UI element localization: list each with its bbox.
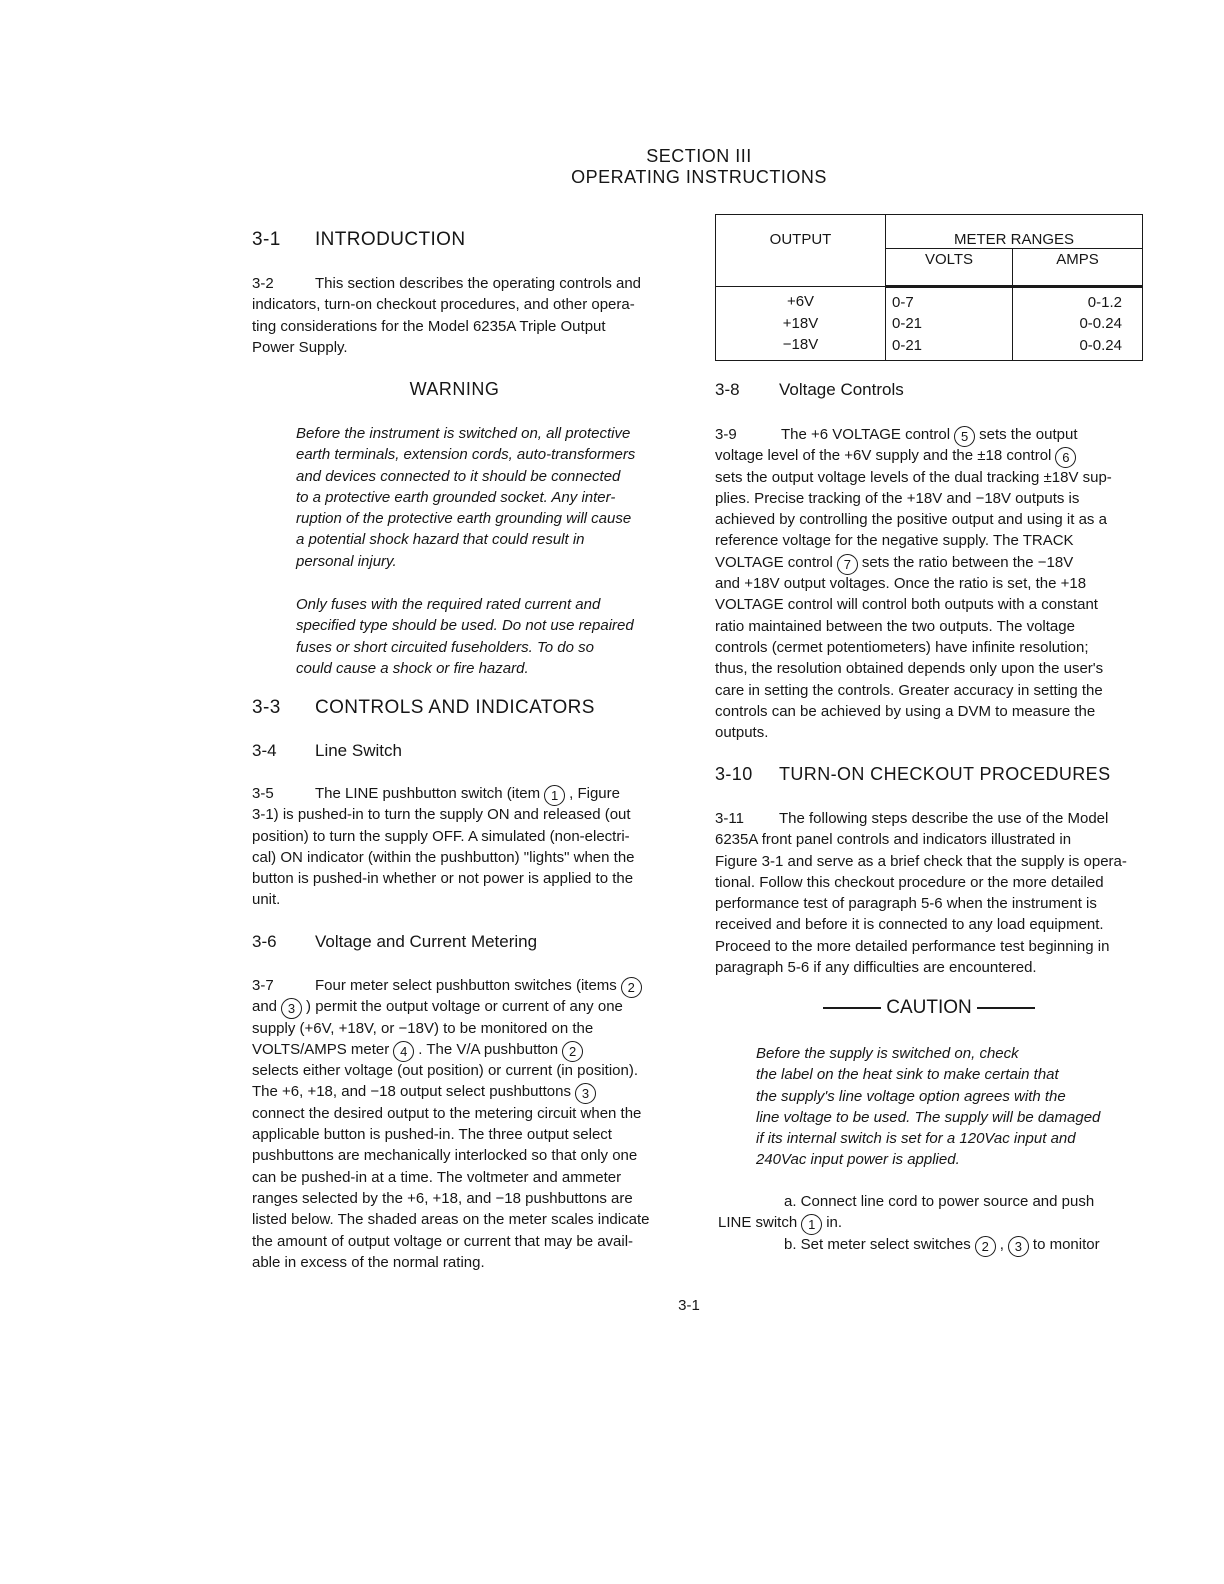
text-line: to a protective earth grounded socket. Any inter- bbox=[296, 488, 616, 506]
rule-left bbox=[823, 1007, 881, 1009]
text-segment: voltage level of the +6V supply and the ±18 control bbox=[715, 447, 1052, 465]
table-cell: 0-0.24 bbox=[1079, 315, 1122, 333]
text-line: 6235A front panel controls and indicators illustrated in bbox=[715, 831, 1072, 849]
text-segment: sets the ratio between the −18V bbox=[861, 553, 1074, 571]
paragraph-3-2 bbox=[252, 273, 692, 358]
heading-introduction bbox=[252, 229, 672, 253]
text-line: 240Vac input power is applied. bbox=[756, 1151, 960, 1169]
section-title: OPERATING INSTRUCTIONS bbox=[571, 167, 827, 187]
heading-voltage-controls bbox=[715, 380, 1135, 402]
text-segment: VOLTS/AMPS meter bbox=[252, 1040, 390, 1058]
callout-1-icon: 1 bbox=[544, 785, 565, 806]
text-segment: sets the output bbox=[979, 426, 1078, 443]
text-segment: , Figure bbox=[569, 785, 620, 802]
text-line: sets the output voltage levels of the dual tracking ±18V sup- bbox=[715, 468, 1112, 486]
callout-2-icon: 2 bbox=[621, 977, 642, 998]
warning-title: WARNING bbox=[409, 379, 500, 399]
heading-text: CONTROLS AND INDICATORS bbox=[315, 697, 595, 718]
paragraph-3-7 bbox=[252, 975, 692, 1273]
callout-1-icon: 1 bbox=[801, 1214, 822, 1235]
text-line: earth terminals, extension cords, auto-transformers bbox=[296, 446, 636, 464]
text-line: ting considerations for the Model 6235A Triple Output bbox=[252, 317, 606, 335]
table-cell: +18V bbox=[782, 314, 819, 332]
callout-3-icon: 3 bbox=[575, 1083, 596, 1104]
text-line: outputs. bbox=[715, 724, 769, 742]
text-segment: The following steps describe the use of the Model bbox=[779, 810, 1109, 827]
text-line: Before the instrument is switched on, all protective bbox=[296, 425, 631, 442]
text-segment: to monitor bbox=[1032, 1235, 1100, 1253]
heading-text: TURN-ON CHECKOUT PROCEDURES bbox=[779, 764, 1111, 784]
text-segment: VOLTAGE control bbox=[715, 553, 833, 571]
paragraph-number: 3-11 bbox=[715, 810, 744, 827]
text-line: received and before it is connected to any load equipment. bbox=[715, 916, 1104, 934]
paragraph-3-9 bbox=[715, 424, 1165, 743]
text-line: supply (+6V, +18V, or −18V) to be monitored on the bbox=[252, 1019, 594, 1037]
text-line: Before the supply is switched on, check bbox=[756, 1045, 1019, 1062]
callout-5-icon: 5 bbox=[954, 426, 975, 447]
warning-paragraph-1 bbox=[296, 423, 696, 572]
text-segment: Four meter select pushbutton switches (items bbox=[315, 977, 617, 994]
text-line: ratio maintained between the two outputs. The voltage bbox=[715, 617, 1075, 635]
paragraph-number: 3-7 bbox=[252, 977, 274, 994]
text-line: indicators, turn-on checkout procedures, and other opera- bbox=[252, 296, 635, 314]
caution-title: CAUTION bbox=[886, 997, 972, 1018]
callout-2-icon: 2 bbox=[975, 1236, 996, 1257]
text-line: listed below. The shaded areas on the meter scales indicate bbox=[252, 1211, 650, 1229]
text-line: if its internal switch is set for a 120Vac input and bbox=[756, 1130, 1076, 1148]
text-segment: in. bbox=[826, 1214, 843, 1232]
table-cell: 0-21 bbox=[892, 336, 923, 354]
text-line: thus, the resolution obtained depends only upon the user's bbox=[715, 660, 1104, 678]
text-line: fuses or short circuited fuseholders. To do so bbox=[296, 638, 594, 656]
text-line: unit. bbox=[252, 891, 281, 909]
caution-header bbox=[715, 997, 1143, 1019]
heading-metering bbox=[252, 932, 672, 954]
text-segment: The LINE pushbutton switch (item bbox=[315, 785, 541, 802]
callout-2-icon: 2 bbox=[562, 1041, 583, 1062]
text-line: applicable button is pushed-in. The three output select bbox=[252, 1126, 612, 1144]
text-segment: b. Set meter select switches bbox=[784, 1235, 971, 1253]
table-column-amps bbox=[1013, 287, 1143, 361]
table-column-output bbox=[716, 287, 886, 361]
text-line: Proceed to the more detailed performance test beginning in bbox=[715, 937, 1110, 955]
paragraph-number: 3-9 bbox=[715, 426, 737, 443]
table-cell: 0-21 bbox=[892, 315, 923, 333]
callout-3-icon: 3 bbox=[281, 998, 302, 1019]
text-segment: ) permit the output voltage or current of any one bbox=[306, 998, 623, 1016]
checkout-steps bbox=[718, 1191, 1168, 1255]
text-line: and +18V output voltages. Once the ratio is set, the +18 bbox=[715, 575, 1087, 593]
text-line: controls (cermet potentiometers) have infinite resolution; bbox=[715, 638, 1089, 656]
callout-4-icon: 4 bbox=[393, 1041, 414, 1062]
text-line: can be pushed-in at a time. The voltmeter and ammeter bbox=[252, 1168, 622, 1186]
text-line: ranges selected by the +6, +18, and −18 pushbuttons are bbox=[252, 1189, 633, 1207]
table-cell: 0-1.2 bbox=[1087, 293, 1122, 311]
heading-number: 3-6 bbox=[252, 932, 277, 951]
text-line: a potential shock hazard that could result in bbox=[296, 531, 585, 549]
text-segment: and bbox=[252, 998, 278, 1016]
heading-number: 3-8 bbox=[715, 380, 740, 399]
paragraph-3-11 bbox=[715, 808, 1165, 978]
table-cell: +6V bbox=[786, 293, 815, 311]
text-line: personal injury. bbox=[296, 552, 397, 570]
table-cell: 0-0.24 bbox=[1079, 336, 1122, 354]
heading-text: Voltage Controls bbox=[779, 380, 904, 399]
text-line: paragraph 5-6 if any difficulties are encountered. bbox=[715, 959, 1037, 977]
text-line: button is pushed-in whether or not power is applied to the bbox=[252, 870, 634, 888]
callout-3-icon: 3 bbox=[1008, 1236, 1029, 1257]
text-line: 3-1) is pushed-in to turn the supply ON and released (out bbox=[252, 806, 631, 824]
heading-number: 3-1 bbox=[252, 229, 281, 250]
text-line: tional. Follow this checkout procedure or the more detailed bbox=[715, 873, 1104, 891]
heading-text: Line Switch bbox=[315, 741, 402, 760]
text-line: controls can be achieved by using a DVM to measure the bbox=[715, 702, 1096, 720]
text-line: achieved by controlling the positive output and using it as a bbox=[715, 511, 1107, 529]
heading-number: 3-4 bbox=[252, 741, 277, 760]
step-a-line: a. Connect line cord to power source and push bbox=[784, 1193, 1095, 1210]
heading-turn-on-checkout bbox=[715, 764, 1155, 788]
text-line: performance test of paragraph 5-6 when the instrument is bbox=[715, 895, 1097, 913]
text-line: specified type should be used. Do not use repaired bbox=[296, 617, 634, 635]
table-header-amps: AMPS bbox=[1013, 249, 1143, 287]
heading-text: INTRODUCTION bbox=[315, 229, 466, 250]
meter-ranges-table bbox=[715, 214, 1143, 361]
text-segment: LINE switch bbox=[718, 1214, 798, 1232]
table-header-meter-ranges: METER RANGES bbox=[886, 215, 1143, 249]
table-cell: −18V bbox=[782, 336, 819, 354]
callout-7-icon: 7 bbox=[837, 554, 858, 575]
heading-controls-indicators bbox=[252, 697, 672, 721]
heading-number: 3-3 bbox=[252, 697, 281, 718]
text-line: the amount of output voltage or current that may be avail- bbox=[252, 1232, 634, 1250]
table-column-volts bbox=[886, 287, 1013, 361]
section-number: SECTION III bbox=[646, 146, 752, 166]
page-number: 3-1 bbox=[678, 1297, 700, 1314]
text-line: and devices connected to it should be connected bbox=[296, 467, 621, 485]
text-line: selects either voltage (out position) or current (in position). bbox=[252, 1062, 639, 1080]
text-line: line voltage to be used. The supply will be damaged bbox=[756, 1108, 1101, 1126]
heading-number: 3-10 bbox=[715, 764, 753, 784]
text-line: the supply's line voltage option agrees with the bbox=[756, 1087, 1066, 1105]
text-line: reference voltage for the negative supply. The TRACK bbox=[715, 532, 1074, 550]
text-line: ruption of the protective earth grounding will cause bbox=[296, 510, 632, 528]
text-line: could cause a shock or fire hazard. bbox=[296, 659, 529, 677]
text-line: Figure 3-1 and serve as a brief check that the supply is opera- bbox=[715, 852, 1127, 870]
text-segment: , bbox=[999, 1235, 1004, 1253]
text-line: pushbuttons are mechanically interlocked so that only one bbox=[252, 1147, 638, 1165]
heading-line-switch bbox=[252, 741, 672, 763]
text-segment: The +6, +18, and −18 output select pushbuttons bbox=[252, 1083, 571, 1101]
rule-right bbox=[977, 1007, 1035, 1009]
text-line: plies. Precise tracking of the +18V and −18V outputs is bbox=[715, 489, 1080, 507]
callout-6-icon: 6 bbox=[1055, 447, 1076, 468]
paragraph-number: 3-5 bbox=[252, 785, 274, 802]
caution-text bbox=[756, 1043, 1156, 1171]
text-segment: . The V/A pushbutton bbox=[418, 1040, 559, 1058]
text-line: Power Supply. bbox=[252, 338, 348, 356]
table-cell: 0-7 bbox=[892, 293, 914, 311]
heading-text: Voltage and Current Metering bbox=[315, 932, 538, 951]
paragraph-number: 3-2 bbox=[252, 275, 274, 292]
text-line: cal) ON indicator (within the pushbutton) "lights" when the bbox=[252, 848, 635, 866]
text-line: connect the desired output to the metering circuit when the bbox=[252, 1104, 642, 1122]
text-line: VOLTAGE control will control both outputs with a constant bbox=[715, 596, 1098, 614]
text-line: This section describes the operating controls and bbox=[315, 275, 642, 292]
text-line: care in setting the controls. Greater accuracy in setting the bbox=[715, 681, 1103, 699]
warning-paragraph-2 bbox=[296, 594, 696, 679]
paragraph-3-5 bbox=[252, 783, 692, 911]
table-header-volts: VOLTS bbox=[886, 249, 1013, 287]
text-line: Only fuses with the required rated current and bbox=[296, 596, 601, 613]
text-segment: The +6 VOLTAGE control bbox=[781, 426, 951, 443]
text-line: the label on the heat sink to make certain that bbox=[756, 1066, 1059, 1084]
text-line: position) to turn the supply OFF. A simulated (non-electri- bbox=[252, 827, 630, 845]
table-header-output: OUTPUT bbox=[716, 215, 886, 287]
text-line: able in excess of the normal rating. bbox=[252, 1253, 485, 1271]
